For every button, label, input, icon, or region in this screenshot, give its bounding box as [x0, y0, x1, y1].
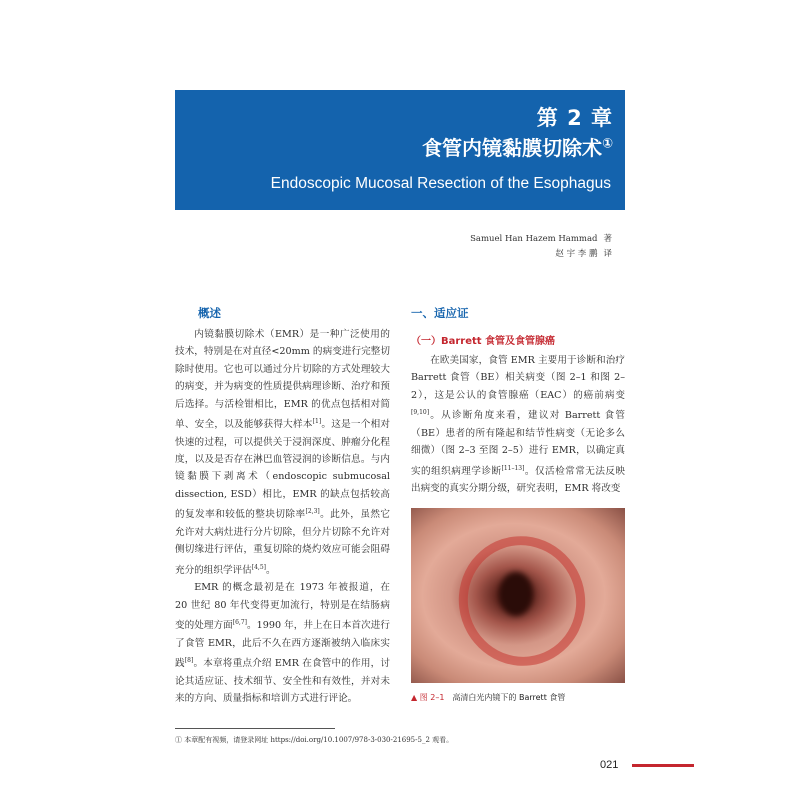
overview-body — [175, 326, 390, 707]
author-line — [470, 232, 612, 247]
translator-role: 译 — [603, 249, 612, 259]
citation: [9,10] — [411, 409, 430, 417]
indications-body — [411, 352, 625, 498]
figure-label: 图 2–1 — [419, 693, 445, 702]
chapter-banner — [175, 90, 625, 210]
indications-heading: 一、适应证 — [411, 306, 469, 320]
citation: [2,3] — [305, 508, 320, 516]
overview-paragraph: 内镜黏膜切除术（EMR）是一种广泛使用的技术，特别是在对直径<20mm 的病变进行完整切除时使用。它也可以通过分片切除的方式处理较大的病变，并为病变的性质提供病理诊断、治疗和预后选择。与活检钳相比，EMR 的优点包括相对简单、安全，以及能够获得大样本[1]。这是一个相对快速的过程，可以提供关于浸润深度、肿瘤分化程度，以及是否存在淋巴血管浸润的诊断信息。与内镜黏膜下剥离术（endoscopic submucosal dissection, ESD）相比，EMR 的缺点包括较高的复发率和较低的整块切除率[2,3]。此外，虽然它允许对大病灶进行分片切除，但分片切除不允许对侧切缘进行评估，重复切除的烧灼效应可能会阻碍充分的组织学评估[4,5]。 — [175, 329, 391, 576]
author-names: Samuel Han Hazem Hammad — [470, 234, 598, 244]
figure-caption-text: 高清白光内镜下的 Barrett 食管 — [452, 693, 566, 702]
endoscopy-image — [411, 508, 625, 683]
page-number: 021 — [600, 759, 619, 771]
author-block — [470, 232, 612, 262]
author-role: 著 — [603, 234, 612, 244]
citation: [8] — [184, 657, 194, 665]
indications-paragraph: 在欧美国家，食管 EMR 主要用于诊断和治疗 Barrett 食管（BE）相关病变（图 2–1 和图 2–2），这是公认的食管腺癌（EAC）的癌前病变[9,10]。从诊断角度来看，建议对 Barrett 食管（BE）患者的所有隆起和结节性病变（无论多么细微）（图 2–3 至图 2–5）进行 EMR，以确定真实的组织病理学诊断[11–13]。仅活检常常无法反映出病变的真实分期分级，研究表明，EMR 将改变 — [411, 355, 626, 495]
footnote: ① 本章配有视频，请登录网址 https://doi.org/10.1007/978-3-030-21695-5_2 观看。 — [175, 736, 454, 744]
overview-heading: 概述 — [198, 306, 221, 320]
citation: [1] — [312, 418, 322, 426]
figure-caption — [411, 692, 565, 703]
translator-line — [470, 247, 612, 262]
esophageal-lumen — [499, 572, 533, 616]
footnote-divider — [175, 728, 335, 729]
barrett-subheading: （一）Barrett 食管及食管腺癌 — [411, 336, 556, 347]
overview-paragraph: EMR 的概念最初是在 1973 年被报道，在 20 世纪 80 年代变得更加流行，特别是在结肠病变的处理方面[6,7]。1990 年，井上在日本首次进行了食管 EMR，此后不久在西方逐渐被纳入临床实践[8]。本章将重点介绍 EMR 在食管中的作用，讨论其适应证、技术细节、安全性和有效性，并对未来的方向、质量指标和培训方式进行评论。 — [175, 582, 391, 705]
citation: [6,7] — [232, 619, 247, 627]
translator-names: 赵 宇 李 鹏 — [555, 249, 598, 259]
chapter-title-footnote-mark: ① — [601, 136, 613, 152]
chapter-title-text: 食管内镜黏膜切除术 — [421, 136, 602, 160]
chapter-number: 第 2 章 — [536, 106, 613, 130]
chapter-title-english: Endoscopic Mucosal Resection of the Esophagus — [270, 175, 611, 192]
caption-triangle-icon: ▲ — [411, 693, 418, 702]
chapter-title — [422, 132, 613, 161]
citation: [11–13] — [501, 464, 525, 472]
citation: [4,5] — [251, 563, 266, 571]
page-accent-bar — [632, 764, 694, 767]
